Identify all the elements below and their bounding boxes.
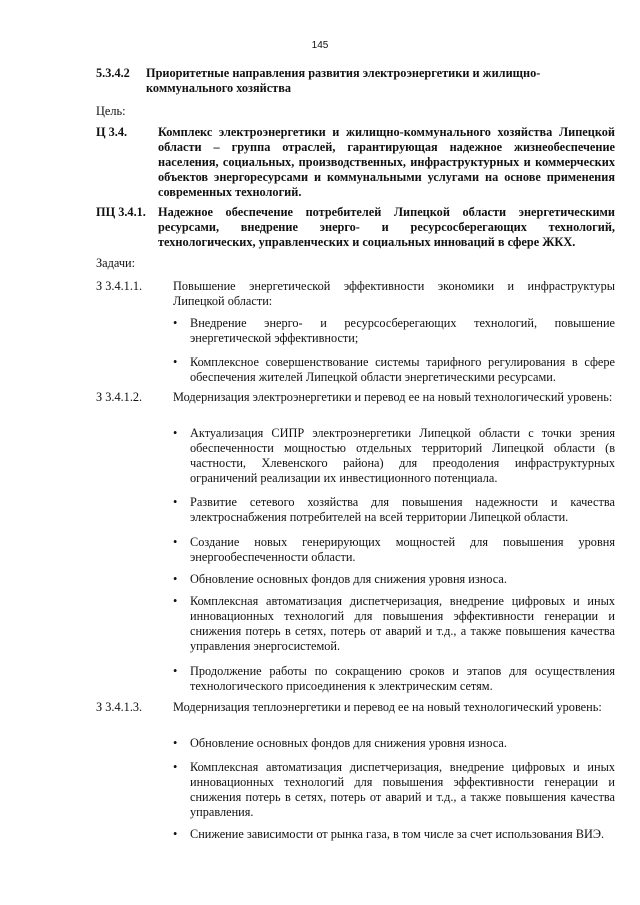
bullet-icon: • [173,355,178,369]
bullet-icon: • [173,736,178,750]
tasks-label: Задачи: [96,256,136,270]
task-bullet: Продолжение работы по сокращению сроков и этапов для осуществления технологического присоединения к электрическим сетям. [190,664,615,693]
task-bullet: Развитие сетевого хозяйства для повышения надежности и качества электроснабжения потребителей на всей территории Липецкой области. [190,495,615,524]
bullet-icon: • [173,426,178,440]
task-bullet: Обновление основных фондов для снижения уровня износа. [190,736,507,750]
page-number: 145 [311,40,329,51]
subgoal-code: ПЦ 3.4.1. [96,205,146,219]
section-number: 5.3.4.2 [96,66,130,80]
bullet-icon: • [173,316,178,330]
goal-code: Ц 3.4. [96,125,128,139]
task-bullet: Комплексная автоматизация диспетчеризация, внедрение цифровых и иных инновационных технологий для повышения эффективности генерации и снижения потерь в сетях, потерь от аварий и т.д., а также повышения качества управления энергосистемой. [190,594,615,653]
bullet-icon: • [173,664,178,678]
task-bullet: Создание новых генерирующих мощностей для повышения уровня энергообеспеченности области. [190,535,615,564]
task-code: З 3.4.1.2. [96,390,143,404]
subgoal-text: Надежное обеспечение потребителей Липецкой области энергетическими ресурсами, внедрение энерго- и ресурсосберегающих технологий, технологических, управленческих и социальных инноваций в сфере ЖКХ. [158,205,615,249]
bullet-icon: • [173,572,178,586]
goal-label: Цель: [96,104,126,118]
task-text: Модернизация электроэнергетики и перевод ее на новый технологический уровень: [173,390,613,404]
section-title: Приоритетные направления развития электроэнергетики и жилищно-коммунального хозяйства [146,66,541,95]
bullet-icon: • [173,594,178,608]
task-text: Повышение энергетической эффективности экономики и инфраструктуры Липецкой области: [173,279,615,308]
goal-text: Комплекс электроэнергетики и жилищно-коммунального хозяйства Липецкой области – группа отраслей, гарантирующая надежное жизнеобеспечение населения, социальных, производственных, инфраструктурных и коммерческих объектов энергоресурсами и коммунальными услугами на основе применения современных технологий. [158,125,615,199]
task-bullet: Комплексная автоматизация диспетчеризация, внедрение цифровых и иных инновационных технологий для повышения эффективности генерации и снижения потерь в сетях, потерь от аварий и т.д., а также повышения качества управления. [190,760,615,819]
task-bullet: Внедрение энерго- и ресурсосберегающих технологий, повышение энергетической эффективности; [190,316,615,345]
task-bullet: Обновление основных фондов для снижения уровня износа. [190,572,507,586]
task-code: З 3.4.1.1. [96,279,143,293]
bullet-icon: • [173,827,178,841]
task-bullet: Комплексное совершенствование системы тарифного регулирования в сфере обеспечения жителей Липецкой области энергетическими ресурсами. [190,355,615,384]
bullet-icon: • [173,495,178,509]
task-bullet: Актуализация СИПР электроэнергетики Липецкой области с точки зрения обеспеченности мощностью отдельных территорий Липецкой области (в частности, Хлевенского района) для преодоления инфраструктурных ограничений реализации их инвестиционного потенциала. [190,426,615,485]
bullet-icon: • [173,760,178,774]
task-code: З 3.4.1.3. [96,700,143,714]
task-bullet: Снижение зависимости от рынка газа, в том числе за счет использования ВИЭ. [190,827,605,841]
task-text: Модернизация теплоэнергетики и перевод ее на новый технологический уровень: [173,700,602,714]
bullet-icon: • [173,535,178,549]
